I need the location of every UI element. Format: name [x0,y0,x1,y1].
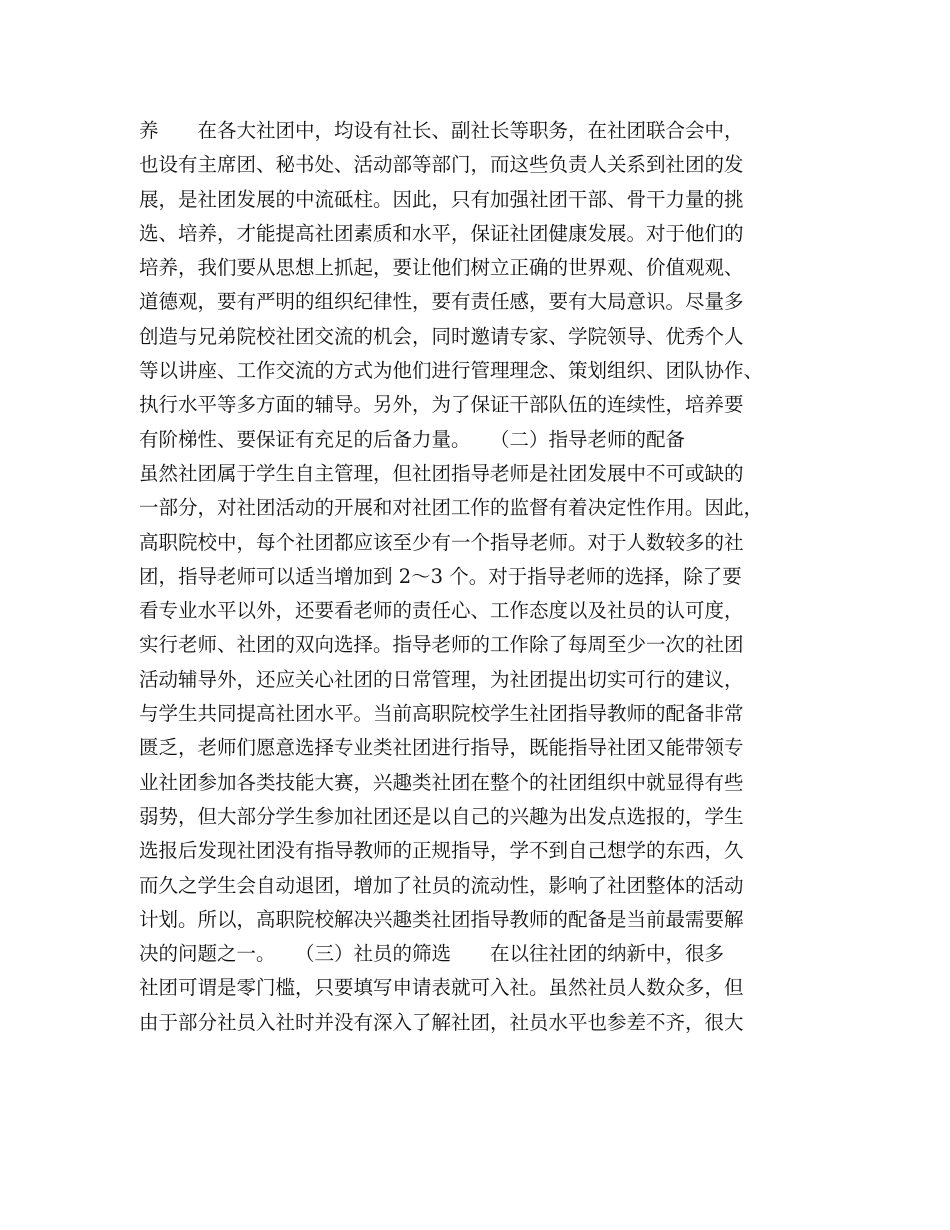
text-line: 计划。所以，高职院校解决兴趣类社团指导教师的配备是当前最需要解 [139,907,744,931]
text-line: 虽然社团属于学生自主管理，但社团指导老师是社团发展中不可或缺的 [139,461,744,485]
text-line: 养 在各大社团中，均设有社长、副社长等职务，在社团联合会中， [139,119,744,142]
text-line: 决的问题之一。 （三）社员的筛选 在以往社团的纳新中，很多 [139,942,725,966]
text-line: 活动辅导外，还应关心社团的日常管理，为社团提出切实可行的建议， [139,667,744,691]
text-line: 有阶梯性、要保证有充足的后备力量。 （二）指导老师的配备 [139,427,686,451]
text-line: 实行老师、社团的双向选择。指导老师的工作除了每周至少一次的社团 [139,633,744,657]
text-line: 看专业水平以外，还要看老师的责任心、工作态度以及社员的认可度， [139,599,744,623]
text-line: 高职院校中，每个社团都应该至少有一个指导老师。对于人数较多的社 [139,530,744,554]
text-line: 选、培养，才能提高社团素质和水平，保证社团健康发展。对于他们的 [139,221,744,245]
text-line: 也设有主席团、秘书处、活动部等部门，而这些负责人关系到社团的发 [139,153,744,177]
text-line: 匮乏，老师们愿意选择专业类社团进行指导，既能指导社团又能带领专 [139,736,744,760]
text-line: 一部分，对社团活动的开展和对社团工作的监督有着决定性作用。因此， [139,496,764,520]
body-text [139,114,829,1040]
text-line: 展，是社团发展的中流砥柱。因此，只有加强社团干部、骨干力量的挑 [139,187,744,211]
text-line: 团，指导老师可以适当增加到 2～3 个。对于指导老师的选择，除了要 [139,564,742,588]
text-line: 等以讲座、工作交流的方式为他们进行管理理念、策划组织、团队协作、 [139,359,764,383]
text-line: 弱势，但大部分学生参加社团还是以自己的兴趣为出发点选报的，学生 [139,804,744,828]
text-line: 社团可谓是零门槛，只要填写申请表就可入社。虽然社员人数众多，但 [139,976,744,1000]
text-line: 选报后发现社团没有指导教师的正规指导，学不到自己想学的东西，久 [139,839,744,863]
text-line: 创造与兄弟院校社团交流的机会，同时邀请专家、学院领导、优秀个人 [139,324,744,348]
text-line: 而久之学生会自动退团，增加了社员的流动性，影响了社团整体的活动 [139,873,744,897]
text-line: 培养，我们要从思想上抓起，要让他们树立正确的世界观、价值观观、 [139,256,744,280]
text-line: 业社团参加各类技能大赛，兴趣类社团在整个的社团组织中就显得有些 [139,770,744,794]
text-line: 执行水平等多方面的辅导。另外，为了保证干部队伍的连续性，培养要 [139,393,744,417]
text-line: 道德观，要有严明的组织纪律性，要有责任感，要有大局意识。尽量多 [139,290,744,314]
text-line: 由于部分社员入社时并没有深入了解社团，社员水平也参差不齐，很大 [139,1010,744,1034]
text-line: 与学生共同提高社团水平。当前高职院校学生社团指导教师的配备非常 [139,702,744,726]
